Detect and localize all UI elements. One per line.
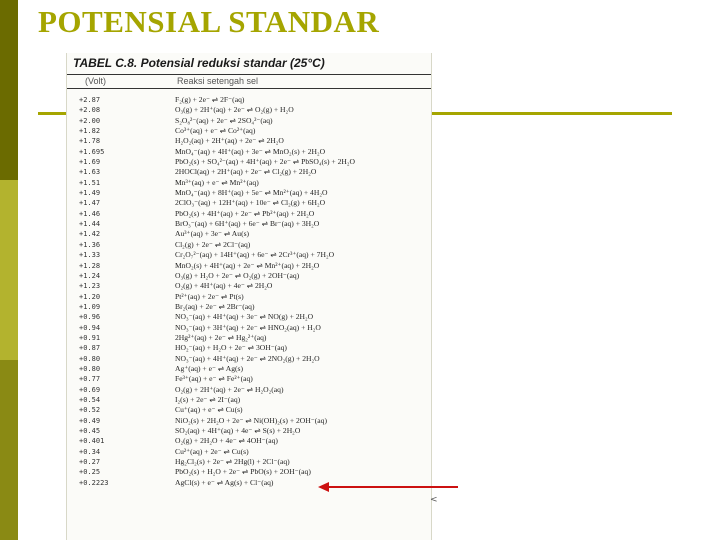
half-reaction: Mn³⁺(aq) + e⁻ ⇌ Mn²⁺(aq) (175, 177, 259, 187)
slide-title: POTENSIAL STANDAR (38, 4, 380, 39)
half-reaction: Pt²⁺(aq) + 2e⁻ ⇌ Pt(s) (175, 291, 244, 301)
half-reaction: PbO₂(s) + 4H⁺(aq) + 2e⁻ ⇌ Pb²⁺(aq) + 2H₂O (175, 208, 315, 218)
table-rows (67, 95, 431, 488)
potential-value: +0.49 (79, 416, 101, 425)
table-row (67, 147, 431, 157)
table-row (67, 426, 431, 436)
table-row (67, 229, 431, 239)
potential-value: +0.45 (79, 427, 101, 435)
half-reaction: Ag⁺(aq) + e⁻ ⇌ Ag(s) (175, 363, 244, 373)
table-row (67, 95, 431, 105)
table-row (67, 271, 431, 281)
half-reaction: PbO₂(s) + SO₄²⁻(aq) + 4H⁺(aq) + 2e⁻ ⇌ PbSO₄(s) + 2H₂O (175, 157, 355, 167)
half-reaction: Co³⁺(aq) + e⁻ ⇌ Co²⁺(aq) (175, 126, 256, 136)
table-row (67, 416, 431, 426)
half-reaction: F₂(g) + 2e⁻ ⇌ 2F⁻(aq) (175, 95, 245, 104)
table-row (67, 354, 431, 364)
table-row (67, 281, 431, 291)
table-row (67, 116, 431, 126)
header-volt: (Volt) (85, 76, 107, 86)
table-row (67, 250, 431, 260)
table-row (67, 167, 431, 177)
marker-glyph: < (430, 495, 438, 505)
header-reaction: Reaksi setengah sel (177, 76, 259, 86)
table-row (67, 343, 431, 353)
potential-value: +2.87 (79, 96, 101, 104)
half-reaction: AgCl(s) + e⁻ ⇌ Ag(s) + Cl⁻(aq) (175, 477, 274, 487)
half-reaction: O₃(g) + 2H⁺(aq) + 2e⁻ ⇌ O₂(g) + H₂O (175, 105, 294, 115)
table-row (67, 333, 431, 343)
potential-value: +1.20 (79, 292, 101, 301)
potential-value: +1.46 (79, 209, 101, 218)
potential-value: +0.401 (79, 437, 105, 446)
potential-value: +1.28 (79, 261, 101, 270)
table-row (67, 447, 431, 457)
table-row (67, 385, 431, 395)
table-row (67, 178, 431, 188)
potential-value: +0.2223 (79, 478, 109, 487)
potential-value: +1.69 (79, 158, 101, 167)
potential-value: +0.52 (79, 406, 101, 415)
potential-value: +1.695 (79, 147, 105, 156)
table-row (67, 374, 431, 384)
sidebar-segment-light (0, 180, 18, 360)
half-reaction: BrO₃⁻(aq) + 6H⁺(aq) + 6e⁻ ⇌ Br⁻(aq) + 3H₂O (175, 219, 320, 229)
table-row (67, 157, 431, 167)
potential-value: +0.77 (79, 375, 101, 384)
table-row (67, 126, 431, 136)
table-row (67, 312, 431, 322)
table-row (67, 467, 431, 477)
potential-value: +0.80 (79, 354, 101, 363)
table-row (67, 395, 431, 405)
half-reaction: NO₃⁻(aq) + 3H⁺(aq) + 2e⁻ ⇌ HNO₂(aq) + H₂O (175, 322, 321, 332)
potential-value: +1.78 (79, 137, 101, 146)
table-row (67, 209, 431, 219)
table-row (67, 457, 431, 467)
table-row (67, 105, 431, 115)
table-row (67, 219, 431, 229)
highlight-arrow-icon (318, 481, 460, 493)
potential-value: +2.00 (79, 116, 101, 125)
half-reaction: NO₃⁻(aq) + 4H⁺(aq) + 2e⁻ ⇌ 2NO₂(g) + 2H₂O (175, 353, 320, 363)
half-reaction: H₂O₂(aq) + 2H⁺(aq) + 2e⁻ ⇌ 2H₂O (175, 136, 284, 146)
half-reaction: PbO₂(s) + H₂O + 2e⁻ ⇌ PbO(s) + 2OH⁻(aq) (175, 467, 311, 477)
potential-value: +1.63 (79, 168, 101, 177)
table-row (67, 188, 431, 198)
table-row (67, 405, 431, 415)
potential-value: +0.80 (79, 364, 101, 373)
half-reaction: Cu⁺(aq) + e⁻ ⇌ Cu(s) (175, 405, 243, 415)
table-title: TABEL C.8. Potensial reduksi standar (25°C) (73, 56, 325, 70)
half-reaction: Cl₂(g) + 2e⁻ ⇌ 2Cl⁻(aq) (175, 239, 251, 249)
half-reaction: Fe³⁺(aq) + e⁻ ⇌ Fe²⁺(aq) (175, 374, 253, 384)
title-rule-right (430, 112, 672, 115)
potential-value: +1.23 (79, 282, 101, 291)
half-reaction: Hg₂Cl₂(s) + 2e⁻ ⇌ 2Hg(l) + 2Cl⁻(aq) (175, 457, 290, 467)
half-reaction: 2HOCl(aq) + 2H⁺(aq) + 2e⁻ ⇌ Cl₂(g) + 2H₂O (175, 167, 317, 177)
half-reaction: MnO₂(s) + 4H⁺(aq) + 2e⁻ ⇌ Mn²⁺(aq) + 2H₂O (175, 260, 320, 270)
potential-value: +0.91 (79, 333, 101, 342)
potential-value: +1.44 (79, 220, 101, 229)
half-reaction: NiO₂(s) + 2H₂O + 2e⁻ ⇌ Ni(OH)₂(s) + 2OH⁻(aq) (175, 415, 328, 425)
potential-value: +0.25 (79, 468, 101, 477)
sidebar-accent-bar (0, 0, 18, 540)
potential-value: +0.27 (79, 458, 101, 467)
potential-value: +0.94 (79, 323, 101, 332)
potential-value: +1.36 (79, 240, 101, 249)
table-row (67, 302, 431, 312)
table-row (67, 240, 431, 250)
sidebar-segment-dark (0, 0, 18, 180)
potential-value: +0.69 (79, 385, 101, 394)
potential-value: +1.33 (79, 251, 101, 260)
half-reaction: Au³⁺(aq) + 3e⁻ ⇌ Au(s) (175, 229, 250, 239)
potential-value: +0.54 (79, 395, 101, 404)
half-reaction: Br₂(aq) + 2e⁻ ⇌ 2Br⁻(aq) (175, 301, 255, 311)
half-reaction: 2Hg²⁺(aq) + 2e⁻ ⇌ Hg₂²⁺(aq) (175, 332, 267, 342)
potential-value: +1.42 (79, 230, 101, 239)
table-row (67, 436, 431, 446)
half-reaction: MnO₄⁻(aq) + 8H⁺(aq) + 5e⁻ ⇌ Mn²⁺(aq) + 4H₂O (175, 188, 328, 198)
table-row (67, 198, 431, 208)
half-reaction: NO₃⁻(aq) + 4H⁺(aq) + 3e⁻ ⇌ NO(g) + 2H₂O (175, 312, 314, 322)
half-reaction: O₂(g) + 2H₂O + 4e⁻ ⇌ 4OH⁻(aq) (175, 436, 278, 446)
half-reaction: O₂(g) + 4H⁺(aq) + 4e⁻ ⇌ 2H₂O (175, 281, 273, 291)
scanned-table-image (66, 53, 432, 540)
half-reaction: O₃(g) + H₂O + 2e⁻ ⇌ O₂(g) + 2OH⁻(aq) (175, 270, 300, 280)
table-row (67, 323, 431, 333)
table-row (67, 261, 431, 271)
potential-value: +0.96 (79, 313, 101, 322)
table-row (67, 292, 431, 302)
potential-value: +1.47 (79, 199, 101, 208)
potential-value: +0.87 (79, 344, 101, 353)
potential-value: +1.82 (79, 127, 101, 136)
potential-value: +0.34 (79, 447, 101, 456)
half-reaction: HO₂⁻(aq) + H₂O + 2e⁻ ⇌ 3OH⁻(aq) (175, 343, 287, 353)
half-reaction: Cu²⁺(aq) + 2e⁻ ⇌ Cu(s) (175, 446, 249, 456)
potential-value: +1.24 (79, 271, 101, 280)
half-reaction: MnO₄⁻(aq) + 4H⁺(aq) + 3e⁻ ⇌ MnO₂(s) + 2H₂O (175, 146, 326, 156)
half-reaction: O₂(g) + 2H⁺(aq) + 2e⁻ ⇌ H₂O₂(aq) (175, 384, 284, 394)
half-reaction: I₂(s) + 2e⁻ ⇌ 2I⁻(aq) (175, 394, 241, 404)
potential-value: +2.08 (79, 106, 101, 115)
table-row (67, 364, 431, 374)
sidebar-segment-mid (0, 360, 18, 540)
half-reaction: 2ClO₃⁻(aq) + 12H⁺(aq) + 10e⁻ ⇌ Cl₂(g) + 6H₂O (175, 198, 326, 208)
potential-value: +1.49 (79, 189, 101, 198)
potential-value: +1.09 (79, 302, 101, 311)
half-reaction: S₂O₈²⁻(aq) + 2e⁻ ⇌ 2SO₄²⁻(aq) (175, 115, 273, 125)
table-header (67, 74, 431, 89)
potential-value: +1.51 (79, 178, 101, 187)
half-reaction: Cr₂O₇²⁻(aq) + 14H⁺(aq) + 6e⁻ ⇌ 2Cr³⁺(aq) + 7H₂O (175, 250, 335, 260)
table-row (67, 136, 431, 146)
half-reaction: SO₂(aq) + 4H⁺(aq) + 4e⁻ ⇌ S(s) + 2H₂O (175, 426, 301, 435)
